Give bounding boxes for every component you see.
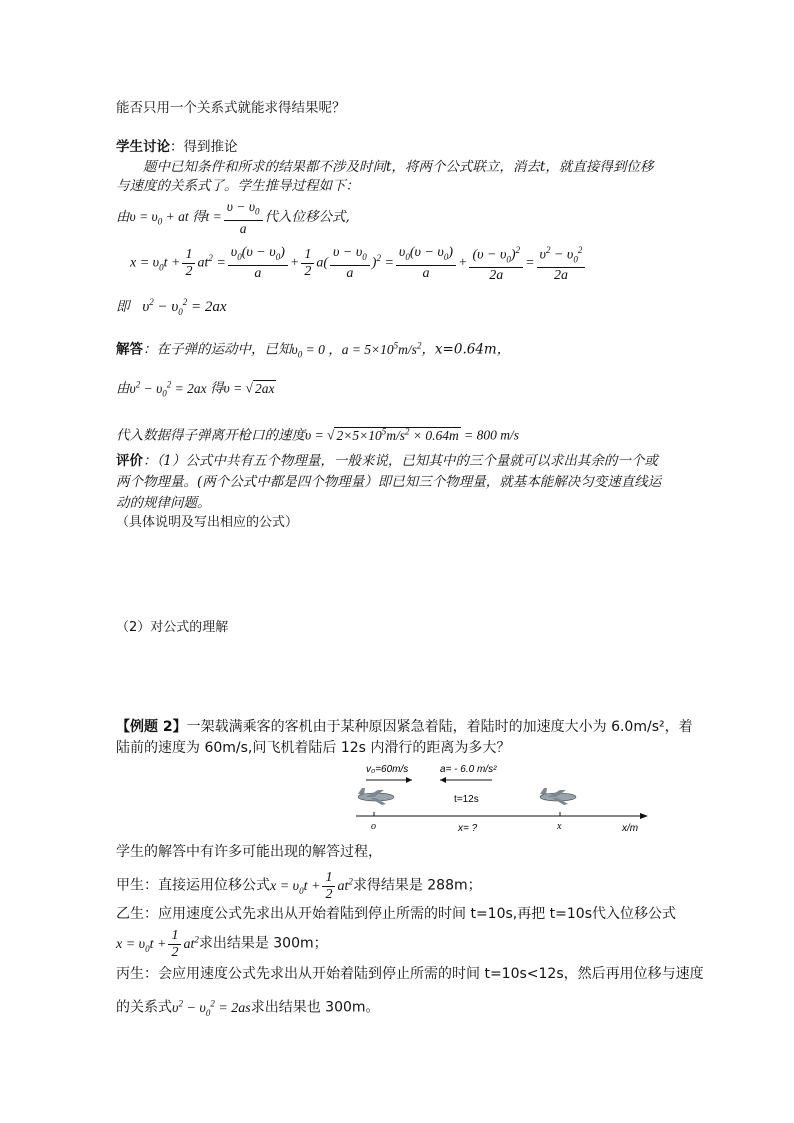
sol3-eq: = 800 m/s [464, 427, 519, 443]
formula-displacement-a: $x = \upsilon_0t$ + $\frac{1}{2}$ $at^2$ [270, 870, 353, 902]
formula-displacement-b: $x = \upsilon_0t$ + $\frac{1}{2}$ $at^2$ [116, 928, 199, 960]
result-pre: 即 [116, 299, 130, 315]
student-a-line [116, 870, 482, 903]
formula-numeric: υ = √ $2\times 5\times 10^5m/s^2 \times 0.64m$ [305, 426, 459, 443]
diagram-t-label: t=12s [454, 794, 479, 805]
student-b-line-2 [116, 928, 328, 961]
formula-sq: $\upsilon^2 - \upsilon_0^2 = 2ax$ [129, 379, 210, 399]
x-axis-arrow [640, 813, 648, 819]
airplane-icon-end [540, 788, 576, 805]
evaluation-line-3: 动的规律问题。 [116, 495, 211, 511]
derivation-intro-2: 与速度的关系式了。学生推导过程如下： [116, 178, 359, 194]
derivation-step-1 [116, 199, 350, 237]
evaluation-label: 评价 [116, 453, 143, 469]
sol3-pre: 代入数据得子弹离开枪口的速度 [116, 427, 305, 444]
student-b-line-1: 乙生：应用速度公式先求出从开始着陆到停止所需的时间 t=10s,再把 t=10s代入位移公式 [116, 906, 677, 922]
d1-pre: 由 [116, 208, 130, 225]
v0-arrow-head [406, 777, 412, 783]
d1-mid: 得 [192, 208, 206, 225]
diagram-x-label: x [557, 821, 562, 832]
student-b-post: 求出结果是 300m； [198, 935, 328, 952]
student-c-line-1: 丙生：会应用速度公式先求出从开始着陆到停止所需的时间 t=10s<12s，然后再用位移与速度 [116, 966, 704, 982]
diagram-a-label: a= - 6.0 m/s² [440, 764, 497, 775]
formula-relation: $\upsilon^2 - \upsilon_0^2 = 2as$ [172, 998, 251, 1018]
derivation-intro-1: 题中已知条件和所求的结果都不涉及时间t，将两个公式联立，消去t，就直接得到位移 [143, 159, 654, 175]
solution-vals: ，x=0.64m， [421, 341, 511, 358]
student-c-post: 求出结果也 300m。 [250, 999, 380, 1016]
evaluation-line-1 [116, 451, 658, 471]
evaluation-note: （具体说明及写出相应的公式） [116, 515, 299, 530]
solution-line [116, 335, 510, 364]
diagram-axis-label: x/m [622, 823, 639, 834]
d1-post: 代入位移公式, [264, 208, 350, 225]
solution-step-2 [116, 374, 276, 403]
student-c-pre: 的关系式 [116, 999, 172, 1016]
solution-text: ：在子弹的运动中，已知 [143, 341, 292, 358]
example-line-2: 陆前的速度为 60m/s,问飞机着陆后 12s 内滑行的距离为多大？ [116, 740, 511, 756]
airplane-icon-start [358, 788, 394, 805]
discussion-text: ：得到推论 [170, 139, 238, 155]
motion-diagram [352, 760, 652, 840]
student-a-post: 求得结果是 288m； [352, 877, 482, 894]
a-arrow-head [440, 777, 446, 783]
students-intro: 学生的解答中有许多可能出现的解答过程， [116, 844, 382, 860]
formula-result: $\upsilon^2 - \upsilon_0^2 = 2ax$ [142, 297, 227, 317]
question-line: 能否只用一个关系式就能求得结果呢？ [116, 100, 346, 116]
derivation-step-2: $x = \upsilon_0t$ + $\frac{1}{2}$ $at^2$ = $\frac{\upsilon_0(\upsilon - \upsilon_0)}{a}$ + $\frac{1}{2}$ a( $\frac{\upsilon - \upsilon_0}{a}$ )$^2$ = $\frac{\upsilon_0(\upsilon - \upsilon_0)}{a}$ + $\frac{(\upsilon - \upsilon_0)^2}{2a}$ = $\frac{\upsilon^2 - \upsilon_0^2}{2a}$ [130, 242, 587, 284]
section-heading-2: （2）对公式的理解 [116, 620, 229, 635]
formula-v-eq: $\upsilon = \upsilon_0$ + at [129, 208, 193, 227]
solution-step-3 [116, 421, 519, 446]
formula-t-eq: t = $\frac{\upsilon - \upsilon_0}{a}$ [206, 209, 265, 224]
student-c-line-2 [116, 993, 380, 1022]
discussion-line [116, 137, 238, 157]
formula-given: $\upsilon_0 = 0$ ，$a = 5\times 10^5m/s^2$ [291, 340, 422, 360]
example-line-1 [116, 717, 693, 737]
sol2-mid: 得 [210, 380, 224, 397]
formula-sqrt: υ = √ 2ax [223, 380, 275, 396]
diagram-v0-label: v₀=60m/s [366, 764, 409, 775]
discussion-label: 学生讨论 [116, 139, 170, 155]
diagram-xq-label: x= ? [458, 823, 478, 834]
solution-label: 解答 [116, 341, 143, 358]
diagram-o-label: o [371, 821, 376, 832]
example-text-1: 一架载满乘客的客机由于某种原因紧急着陆，着陆时的加速度大小为 6.0m/s²，着 [186, 719, 693, 735]
student-a-pre: 甲生：直接运用位移公式 [116, 877, 270, 894]
sol2-pre: 由 [116, 380, 130, 397]
derivation-result [116, 292, 227, 322]
evaluation-text-1: ：（1）公式中共有五个物理量，一般来说，已知其中的三个量就可以求出其余的一个或 [143, 453, 658, 469]
evaluation-line-2: 两个物理量。(两个公式中都是四个物理量）即已知三个物理量，就基本能解决匀变速直线运 [116, 474, 662, 490]
example-label: 【例题 2】 [116, 719, 187, 735]
